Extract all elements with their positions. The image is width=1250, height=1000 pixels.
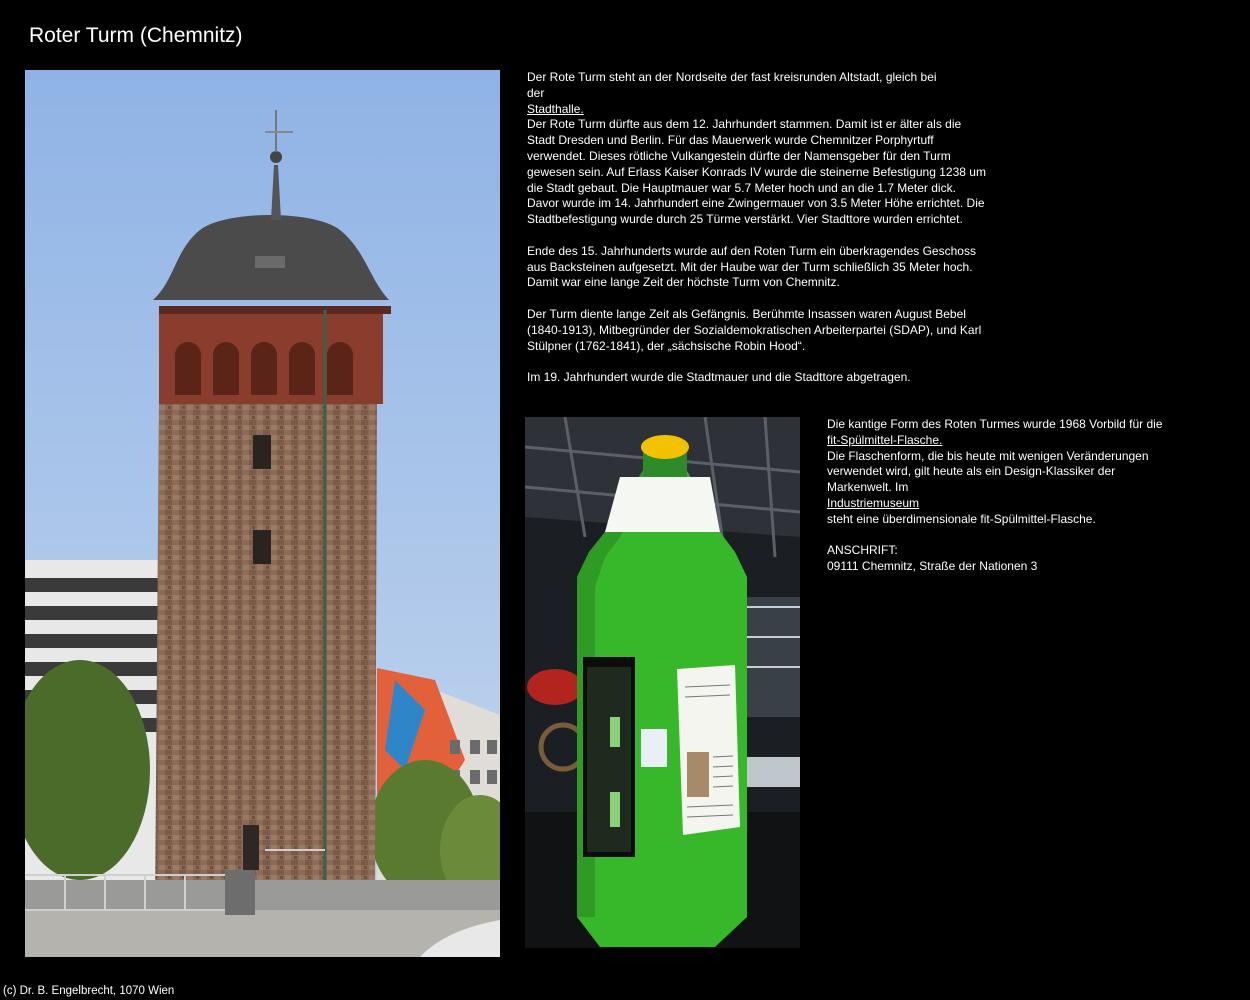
main-text — [527, 70, 987, 402]
paragraph-demolition: Im 19. Jahrhundert wurde die Stadtmauer und die Stadttore abgetragen. — [527, 370, 911, 385]
fit-bottle-photo — [525, 417, 800, 948]
fit-bottle-link[interactable]: fit-Spülmittel-Flasche. — [827, 432, 943, 447]
address-label: ANSCHRIFT: — [827, 543, 898, 558]
side-text — [827, 417, 1177, 575]
intro-line2: der — [527, 85, 545, 100]
side-line1: Die kantige Form des Roten Turmes wurde 1968 Vorbild für die — [827, 417, 1163, 431]
side-paragraph-end: steht eine überdimensionale fit-Spülmittel-Flasche. — [827, 511, 1096, 526]
address: 09111 Chemnitz, Straße der Nationen 3 — [827, 559, 1038, 574]
industriemuseum-link[interactable]: Industriemuseum — [827, 495, 920, 510]
copyright-footer: (c) Dr. B. Engelbrecht, 1070 Wien — [3, 985, 175, 997]
intro-line1: Der Rote Turm steht an der Nordseite der fast kreisrunden Altstadt, gleich bei — [527, 70, 937, 84]
side-paragraph: Die Flaschenform, die bis heute mit wenigen Veränderungen verwendet wird, gilt heute als ein Design-Klassiker der Markenwelt. Im — [827, 448, 1149, 495]
paragraph-extension: Ende des 15. Jahrhunderts wurde auf den Roten Turm ein überkragendes Geschoss aus Backsteinen aufgesetzt. Mit der Haube war der Turm schließlich 35 Meter hoch. Damit war eine lange Zeit der höchste Turm von Chemnitz. — [527, 243, 976, 290]
paragraph-prison: Der Turm diente lange Zeit als Gefängnis. Berühmte Insassen waren August Bebel (1840-1913), Mitbegründer der Sozialdemokratischen Arbeiterpartei (SDAP), und Karl Stülpner (1762-1841), der „sächsische Robin Hood“. — [527, 306, 982, 353]
paragraph-history: Der Rote Turm dürfte aus dem 12. Jahrhundert stammen. Damit ist er älter als die Stadt Dresden und Berlin. Für das Mauerwerk wurde Chemnitzer Porphyrtuff verwendet. Dieses rötliche Vulkangestein dürfte der Namensgeber für den Turm gewesen sein. Auf Erlass Kaiser Konrads IV wurde die steinerne Befestigung 1238 um die Stadt gebaut. Die Hauptmauer war 5.7 Meter hoch und an die 1.7 Meter dick. Davor wurde im 14. Jahrhundert eine Zwingermauer von 3.5 Meter Höhe errichtet. Die Stadtbefestigung wurde durch 25 Türme verstärkt. Vier Stadttore wurden errichtet. — [527, 117, 986, 227]
roter-turm-photo — [25, 70, 500, 957]
page-title: Roter Turm (Chemnitz) — [29, 24, 243, 47]
stadthalle-link[interactable]: Stadthalle. — [527, 101, 584, 116]
